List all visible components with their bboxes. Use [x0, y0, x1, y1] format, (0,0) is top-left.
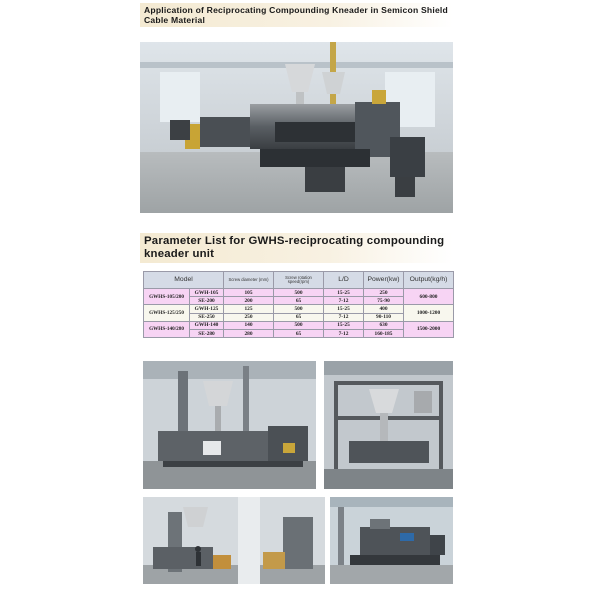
cell-diameter: 200 — [224, 297, 274, 305]
cell-model: SE-200 — [190, 297, 224, 305]
cell-model: GWH-125 — [190, 305, 224, 313]
table-header-row — [144, 272, 454, 289]
cell-ld: 15-25 — [324, 321, 364, 329]
machine-closeup-photo — [330, 497, 453, 584]
main-machine-photo — [140, 42, 453, 213]
group-name: GWHS-125/250 — [144, 305, 190, 321]
section-title-parameter-list: Parameter List for GWHS-reciprocating compounding kneader unit — [140, 233, 453, 263]
header-screw-diameter: Screw diameter (mm) — [224, 272, 274, 289]
table-row — [144, 321, 454, 329]
cell-ld: 15-25 — [324, 305, 364, 313]
group-name: GWHS-105/200 — [144, 289, 190, 305]
cell-output: 1000-1200 — [404, 305, 454, 321]
cell-output: 600-800 — [404, 289, 454, 305]
cell-power: 250 — [364, 289, 404, 297]
cell-diameter: 250 — [224, 313, 274, 321]
cell-model: SE-280 — [190, 329, 224, 337]
header-power: Power(kw) — [364, 272, 404, 289]
cell-ld: 7-12 — [324, 329, 364, 337]
cell-power: 630 — [364, 321, 404, 329]
cell-ld: 15-25 — [324, 289, 364, 297]
workshop-photo — [143, 497, 325, 584]
cell-output: 1500-2000 — [404, 321, 454, 337]
cell-model: GWH-140 — [190, 321, 224, 329]
cell-power: 160-185 — [364, 329, 404, 337]
cell-model: GWH-105 — [190, 289, 224, 297]
cell-diameter: 140 — [224, 321, 274, 329]
group-name: GWHS-140/280 — [144, 321, 190, 337]
cell-speed: 65 — [274, 313, 324, 321]
cell-diameter: 280 — [224, 329, 274, 337]
cell-power: 400 — [364, 305, 404, 313]
cell-speed: 500 — [274, 321, 324, 329]
cell-power: 90-110 — [364, 313, 404, 321]
cell-speed: 500 — [274, 289, 324, 297]
cell-speed: 65 — [274, 297, 324, 305]
parameter-table — [143, 271, 454, 338]
factory-line-photo — [143, 361, 316, 489]
cell-speed: 65 — [274, 329, 324, 337]
steel-structure-photo — [324, 361, 453, 489]
cell-ld: 7-12 — [324, 313, 364, 321]
cell-diameter: 105 — [224, 289, 274, 297]
table-row — [144, 289, 454, 297]
header-model: Model — [144, 272, 224, 289]
header-ld: L/D — [324, 272, 364, 289]
cell-model: SE-250 — [190, 313, 224, 321]
cell-speed: 500 — [274, 305, 324, 313]
header-output: Output(kg/h) — [404, 272, 454, 289]
table-row — [144, 305, 454, 313]
cell-ld: 7-12 — [324, 297, 364, 305]
cell-diameter: 125 — [224, 305, 274, 313]
cell-power: 75-90 — [364, 297, 404, 305]
header-screw-rotation: Screw rotation speed(rpm) — [274, 272, 324, 289]
section-title-application: Application of Reciprocating Compounding Kneader in Semicon Shield Cable Material — [140, 3, 453, 27]
